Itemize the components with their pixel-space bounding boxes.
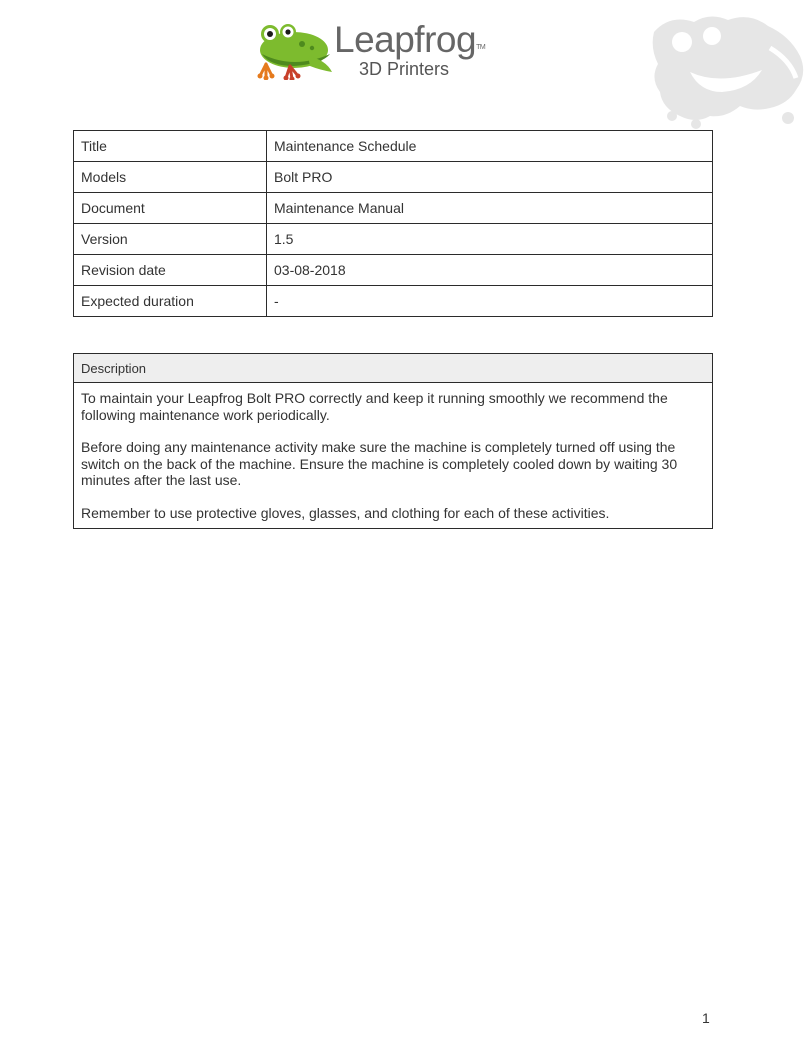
row-label: Document (74, 193, 267, 224)
row-label: Expected duration (74, 286, 267, 317)
table-row (74, 255, 713, 286)
description-paragraph: Remember to use protective gloves, glasses, and clothing for each of these activities. (81, 504, 610, 521)
row-label: Revision date (74, 255, 267, 286)
row-value: Maintenance Manual (267, 193, 713, 224)
row-value: Maintenance Schedule (267, 131, 713, 162)
row-label: Title (74, 131, 267, 162)
logo-wordmark: Leapfrog™ (334, 19, 486, 60)
logo-subtitle: 3D Printers (359, 59, 450, 79)
table-row (74, 193, 713, 224)
row-value: Bolt PRO (267, 162, 713, 193)
frog-logo-icon (252, 20, 336, 80)
description-paragraph: Before doing any maintenance activity make sure the machine is completely turned off using the switch on the back of the machine. Ensure the machine is completely cooled down by waiting 30 minutes after the last use. (81, 439, 678, 488)
row-value: 1.5 (267, 224, 713, 255)
table-row (74, 224, 713, 255)
company-logo (252, 19, 486, 82)
frog-watermark-icon (650, 12, 808, 130)
description-heading: Description (74, 354, 712, 383)
row-label: Models (74, 162, 267, 193)
row-value: - (267, 286, 713, 317)
row-value: 03-08-2018 (267, 255, 713, 286)
description-paragraph: To maintain your Leapfrog Bolt PRO correctly and keep it running smoothly we recommend the following maintenance work periodically. (81, 390, 668, 423)
row-label: Version (74, 224, 267, 255)
document-info-table (73, 130, 713, 317)
table-row (74, 131, 713, 162)
table-row (74, 162, 713, 193)
table-row (74, 286, 713, 317)
description-body (74, 383, 712, 528)
description-box (73, 353, 713, 529)
page-number: 1 (702, 1010, 710, 1026)
